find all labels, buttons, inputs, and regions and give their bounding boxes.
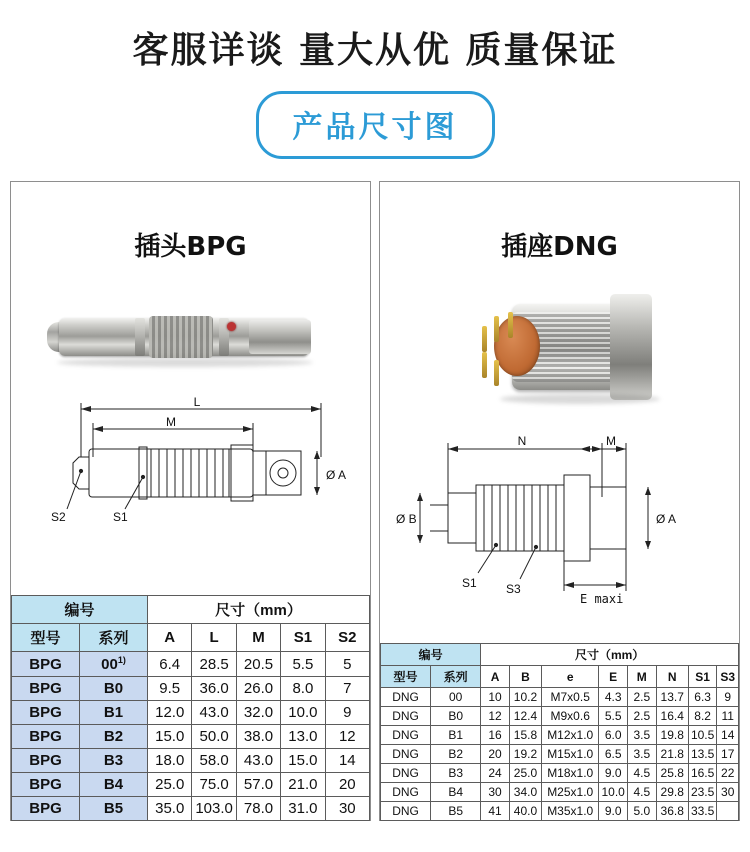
plug-drawing-svg (21, 397, 361, 547)
cell-series: B5 (80, 797, 148, 821)
table-row (381, 726, 739, 745)
socket-col-model: 型号 (381, 666, 431, 688)
panel-socket (379, 181, 740, 821)
cell-series: B1 (431, 726, 481, 745)
cell-E: 9.0 (599, 764, 628, 783)
plug-ring-1 (135, 318, 145, 356)
cell-e: M35x1.0 (542, 802, 599, 821)
socket-drawing-svg (390, 427, 740, 612)
cell-M: 26.0 (236, 677, 280, 701)
cell-E: 9.0 (599, 802, 628, 821)
cell-A: 30 (481, 783, 510, 802)
plug-technical-drawing (21, 397, 361, 547)
socket-col-M: M (627, 666, 656, 688)
cell-M: 43.0 (236, 749, 280, 773)
socket-dim-A: Ø A (656, 512, 677, 526)
cell-S2: 7 (325, 677, 369, 701)
cell-series-text: 00 (101, 656, 118, 673)
cell-S3: 9 (717, 688, 739, 707)
plug-col-model: 型号 (12, 624, 80, 652)
cell-model: BPG (12, 677, 80, 701)
cell-L: 43.0 (192, 701, 236, 725)
cell-A: 25.0 (148, 773, 192, 797)
socket-table (380, 643, 739, 821)
cell-e: M15x1.0 (542, 745, 599, 764)
cell-L: 103.0 (192, 797, 236, 821)
table-row (12, 725, 370, 749)
cell-B: 19.2 (509, 745, 541, 764)
cell-N: 21.8 (656, 745, 688, 764)
cell-B: 25.0 (509, 764, 541, 783)
cell-e: M12x1.0 (542, 726, 599, 745)
cell-A: 24 (481, 764, 510, 783)
cell-model: DNG (381, 802, 431, 821)
plug-col-series: 系列 (80, 624, 148, 652)
socket-dim-E: E maxi (580, 592, 624, 606)
socket-col-e: e (542, 666, 599, 688)
socket-dim-N: N (517, 434, 527, 448)
cell-e: M25x1.0 (542, 783, 599, 802)
cell-M: 3.5 (627, 726, 656, 745)
cell-model: DNG (381, 783, 431, 802)
socket-shadow (500, 394, 660, 404)
socket-photo (460, 282, 680, 412)
cell-B: 10.2 (509, 688, 541, 707)
socket-spec-table (380, 643, 739, 821)
socket-pin (482, 326, 487, 352)
cell-model: DNG (381, 764, 431, 783)
cell-e: M7x0.5 (542, 688, 599, 707)
cell-model: BPG (12, 797, 80, 821)
cell-A: 6.4 (148, 652, 192, 677)
cell-S1: 13.5 (688, 745, 717, 764)
table-row (12, 797, 370, 821)
cell-N: 16.4 (656, 707, 688, 726)
cell-series (80, 652, 148, 677)
cell-S2: 9 (325, 701, 369, 725)
cell-S2: 5 (325, 652, 369, 677)
socket-group-header-size: 尺寸（mm） (481, 644, 739, 666)
cell-M: 57.0 (236, 773, 280, 797)
plug-title: 插头BPG (134, 232, 247, 262)
cell-E: 10.0 (599, 783, 628, 802)
socket-pin (494, 360, 499, 386)
cell-model: DNG (381, 688, 431, 707)
socket-dim-M: M (606, 434, 616, 448)
plug-table (11, 595, 370, 821)
cell-L: 36.0 (192, 677, 236, 701)
cell-S3: 17 (717, 745, 739, 764)
plug-dim-M: M (166, 415, 176, 429)
socket-pin (494, 316, 499, 342)
cell-M: 4.5 (627, 783, 656, 802)
table-row (381, 745, 739, 764)
cell-series: B1 (80, 701, 148, 725)
table-row-header (12, 624, 370, 652)
cell-model: BPG (12, 701, 80, 725)
socket-col-A: A (481, 666, 510, 688)
cell-N: 25.8 (656, 764, 688, 783)
plug-col-M: M (236, 624, 280, 652)
socket-group-header-code: 编号 (381, 644, 481, 666)
socket-col-S3: S3 (717, 666, 739, 688)
plug-knurl (149, 316, 213, 358)
cell-M: 32.0 (236, 701, 280, 725)
cell-series: B5 (431, 802, 481, 821)
cell-N: 36.8 (656, 802, 688, 821)
cell-M: 38.0 (236, 725, 280, 749)
cell-N: 19.8 (656, 726, 688, 745)
plug-spec-table (11, 595, 370, 821)
plug-dim-S2: S2 (51, 510, 66, 524)
socket-pin (508, 312, 513, 338)
cell-S1: 5.5 (281, 652, 325, 677)
socket-dim-B: Ø B (396, 512, 417, 526)
cell-S1: 6.3 (688, 688, 717, 707)
cell-S1: 13.0 (281, 725, 325, 749)
plug-col-S2: S2 (325, 624, 369, 652)
cell-model: DNG (381, 707, 431, 726)
cell-series-sup: 1) (117, 655, 126, 665)
cell-E: 6.5 (599, 745, 628, 764)
cell-S1: 33.5 (688, 802, 717, 821)
cell-N: 29.8 (656, 783, 688, 802)
cell-series: B0 (431, 707, 481, 726)
table-row (12, 701, 370, 725)
cell-A: 41 (481, 802, 510, 821)
cell-S1: 15.0 (281, 749, 325, 773)
plug-red-dot-icon (227, 322, 236, 331)
socket-col-series: 系列 (431, 666, 481, 688)
cell-E: 6.0 (599, 726, 628, 745)
cell-A: 15.0 (148, 725, 192, 749)
cell-S3: 22 (717, 764, 739, 783)
cell-M: 4.5 (627, 764, 656, 783)
cell-L: 75.0 (192, 773, 236, 797)
cell-M: 20.5 (236, 652, 280, 677)
cell-S1: 16.5 (688, 764, 717, 783)
cell-model: BPG (12, 652, 80, 677)
cell-series: B2 (80, 725, 148, 749)
plug-front-shell (249, 320, 311, 354)
plug-dim-S1: S1 (113, 510, 128, 524)
table-row-group-header (381, 644, 739, 666)
cell-series: B2 (431, 745, 481, 764)
cell-S2: 20 (325, 773, 369, 797)
cell-e: M18x1.0 (542, 764, 599, 783)
cell-S1: 10.0 (281, 701, 325, 725)
plug-col-A: A (148, 624, 192, 652)
cell-S3: 11 (717, 707, 739, 726)
socket-col-B: B (509, 666, 541, 688)
cell-S2: 30 (325, 797, 369, 821)
table-row (381, 688, 739, 707)
cell-model: DNG (381, 726, 431, 745)
cell-series: B4 (80, 773, 148, 797)
cell-S3: 30 (717, 783, 739, 802)
cell-e: M9x0.6 (542, 707, 599, 726)
cell-model: BPG (12, 725, 80, 749)
plug-dim-L: L (193, 397, 201, 409)
cell-model: DNG (381, 745, 431, 764)
cell-L: 58.0 (192, 749, 236, 773)
table-row (381, 764, 739, 783)
cell-S1: 31.0 (281, 797, 325, 821)
cell-A: 35.0 (148, 797, 192, 821)
socket-title: 插座DNG (501, 232, 618, 262)
page-headline: 客服详谈 量大从优 质量保证 (132, 30, 618, 71)
banner-wrapper (0, 91, 750, 159)
socket-col-E: E (599, 666, 628, 688)
cell-S2: 14 (325, 749, 369, 773)
cell-series: B3 (80, 749, 148, 773)
cell-series: B3 (431, 764, 481, 783)
cell-S1: 23.5 (688, 783, 717, 802)
table-row (12, 677, 370, 701)
cell-S3 (717, 802, 739, 821)
cell-A: 20 (481, 745, 510, 764)
table-row-group-header (12, 596, 370, 624)
cell-S1: 10.5 (688, 726, 717, 745)
socket-nut (610, 294, 652, 400)
cell-M: 3.5 (627, 745, 656, 764)
plug-group-header-code: 编号 (12, 596, 148, 624)
socket-technical-drawing (390, 427, 740, 612)
table-row (12, 652, 370, 677)
cell-model: BPG (12, 773, 80, 797)
cell-S1: 8.0 (281, 677, 325, 701)
cell-M: 2.5 (627, 707, 656, 726)
cell-model: BPG (12, 749, 80, 773)
cell-S1: 21.0 (281, 773, 325, 797)
table-row (381, 783, 739, 802)
table-row (12, 749, 370, 773)
cell-series: B0 (80, 677, 148, 701)
socket-pin (482, 352, 487, 378)
cell-B: 12.4 (509, 707, 541, 726)
cell-A: 18.0 (148, 749, 192, 773)
cell-L: 50.0 (192, 725, 236, 749)
socket-col-S1: S1 (688, 666, 717, 688)
plug-dim-A: Ø A (326, 468, 347, 482)
cell-N: 13.7 (656, 688, 688, 707)
cell-B: 40.0 (509, 802, 541, 821)
cell-M: 2.5 (627, 688, 656, 707)
socket-col-N: N (656, 666, 688, 688)
cell-E: 5.5 (599, 707, 628, 726)
plug-col-L: L (192, 624, 236, 652)
table-row (381, 802, 739, 821)
cell-A: 10 (481, 688, 510, 707)
plug-shadow (57, 358, 313, 367)
cell-A: 12 (481, 707, 510, 726)
cell-S1: 8.2 (688, 707, 717, 726)
table-row (381, 707, 739, 726)
plug-group-header-size: 尺寸（mm） (148, 596, 370, 624)
section-banner: 产品尺寸图 (256, 91, 495, 159)
cell-A: 9.5 (148, 677, 192, 701)
cell-E: 4.3 (599, 688, 628, 707)
cell-A: 12.0 (148, 701, 192, 725)
cell-S3: 14 (717, 726, 739, 745)
socket-dim-S3: S3 (506, 582, 521, 596)
cell-series: 00 (431, 688, 481, 707)
cell-L: 28.5 (192, 652, 236, 677)
cell-A: 16 (481, 726, 510, 745)
socket-insulator-face (494, 316, 540, 376)
cell-M: 78.0 (236, 797, 280, 821)
cell-S2: 12 (325, 725, 369, 749)
cell-B: 15.8 (509, 726, 541, 745)
plug-col-S1: S1 (281, 624, 325, 652)
cell-series: B4 (431, 783, 481, 802)
panels-container (10, 181, 740, 821)
cell-B: 34.0 (509, 783, 541, 802)
cell-M: 5.0 (627, 802, 656, 821)
socket-dim-S1: S1 (462, 576, 477, 590)
table-row (12, 773, 370, 797)
panel-plug (10, 181, 371, 821)
table-row-header (381, 666, 739, 688)
plug-photo (39, 292, 339, 382)
